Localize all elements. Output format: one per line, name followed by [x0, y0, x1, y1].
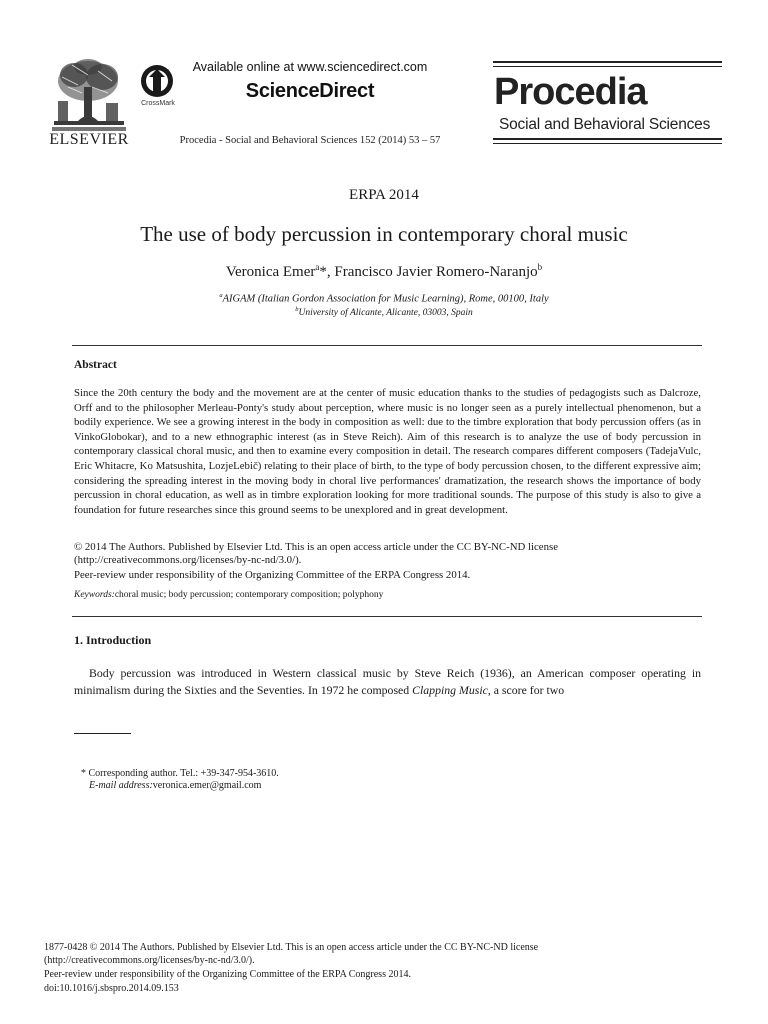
email-note: [89, 780, 261, 791]
abstract-license: [74, 541, 701, 567]
available-online-link[interactable]: Available online at www.sciencedirect.com: [192, 60, 428, 74]
affiliation-2: [0, 306, 768, 318]
abstract-heading: Abstract: [74, 359, 117, 371]
intro-work-title: Clapping Music: [412, 683, 488, 697]
conference-name: ERPA 2014: [349, 187, 419, 203]
banner-rule-top: [493, 61, 722, 63]
author-list: [0, 262, 768, 281]
footer-peer-review: Peer-review under responsibility of the Organizing Committee of the ERPA Congress 2014.: [44, 969, 411, 980]
publisher-name: ELSEVIER: [49, 131, 129, 148]
abstract-text: Since the 20th century the body and the movement are at the center of music education thanks to the studies of pedagogists such as Dalcroze, Orff and to the philosopher Merleau-Ponty's study about perception, where music is no longer seen as a purely intellectual phenomenon, but a bodily experience. We see a growing interest in the body in composition as well: due to the timbre exploration that body percussion offers (as in VinkoGlobokar), and to a new ethnographic interest (as in Steve Reich). Aim of this research is to analyze the use of body percussion in contemporary classical choral music, and then to examine every composition in detail. The research compares different composers (TadejaVulc, Eric Whitacre, Ko Matsushita, LozjeLebič) relating to their place of birth, to the type of body percussion chosen, to the different expressive aim; considering the spreading interest in the moving body in choral live performances' dramatization, the research shows the importance of body percussion in choral education, as well as in timbre exploration looking for more traditional sounds. The purpose of this study is also to give a foundation for future researches since this ground seems to be unexplored and in great development.: [74, 387, 701, 516]
corresponding-author-note: * Corresponding author. Tel.: +39-347-954-3610.: [81, 768, 279, 779]
footer-license-link[interactable]: (http://creativecommons.org/licenses/by-nc-nd/3.0/).: [44, 955, 255, 966]
license-link[interactable]: (http://creativecommons.org/licenses/by-nc-nd/3.0/).: [74, 553, 302, 566]
sciencedirect-logo[interactable]: ScienceDirect: [245, 80, 375, 102]
banner-rule-bottom-thin: [493, 143, 722, 144]
crossmark-label: CrossMark: [141, 100, 175, 107]
license-line-1: © 2014 The Authors. Published by Elsevier Ltd. This is an open access article under the CC BY-NC-ND license: [74, 541, 558, 553]
article-title: The use of body percussion in contemporary choral music: [140, 222, 628, 246]
footnote-rule: [74, 733, 131, 734]
keywords-label: Keywords:: [74, 590, 115, 600]
author-1-affiliation-mark: a: [315, 262, 320, 272]
abstract-rule-bottom: [72, 616, 702, 617]
section-heading-introduction: 1. Introduction: [74, 633, 152, 647]
intro-text-1: Body percussion was introduced in Western classical music by Steve Reich (1936), an American composer operating in minimalism during the Sixties and the Seventies. In 1972 he composed: [74, 666, 701, 697]
email-label: E-mail address:: [89, 780, 153, 791]
author-1: Veronica Emer: [225, 264, 316, 280]
journal-citation: Procedia - Social and Behavioral Sciences 152 (2014) 53 – 57: [179, 135, 441, 146]
banner-rule-top-thin: [493, 66, 722, 67]
banner-rule-bottom: [493, 138, 722, 140]
journal-subtitle: Social and Behavioral Sciences: [499, 116, 711, 133]
journal-name: Procedia: [494, 71, 647, 113]
author-2-affiliation-mark: b: [537, 262, 543, 272]
keywords-list: choral music; body percussion; contemporary composition; polyphony: [114, 590, 384, 600]
affiliation-1-text: AIGAM (Italian Gordon Association for Music Learning), Rome, 00100, Italy: [222, 293, 549, 305]
author-2: Francisco Javier Romero-Naranjo: [334, 264, 538, 280]
keywords: [74, 590, 383, 600]
corresponding-mark: *,: [319, 264, 335, 280]
affiliation-1-mark: a: [219, 292, 223, 299]
abstract-peer-review: Peer-review under responsibility of the Organizing Committee of the ERPA Congress 2014.: [74, 569, 471, 581]
affiliation-1: [0, 292, 768, 305]
abstract-rule-top: [72, 345, 702, 346]
footer-license-line: 1877-0428 © 2014 The Authors. Published by Elsevier Ltd. This is an open access article under the CC BY-NC-ND license: [44, 942, 539, 953]
email-address[interactable]: veronica.emer@gmail.com: [152, 780, 262, 791]
intro-text-2: , a score for two: [487, 683, 565, 697]
affiliation-2-text: University of Alicante, Alicante, 03003, Spain: [298, 308, 473, 319]
affiliation-2-mark: b: [295, 306, 299, 313]
footer-doi[interactable]: doi:10.1016/j.sbspro.2014.09.153: [44, 983, 179, 994]
introduction-paragraph: [74, 665, 701, 699]
